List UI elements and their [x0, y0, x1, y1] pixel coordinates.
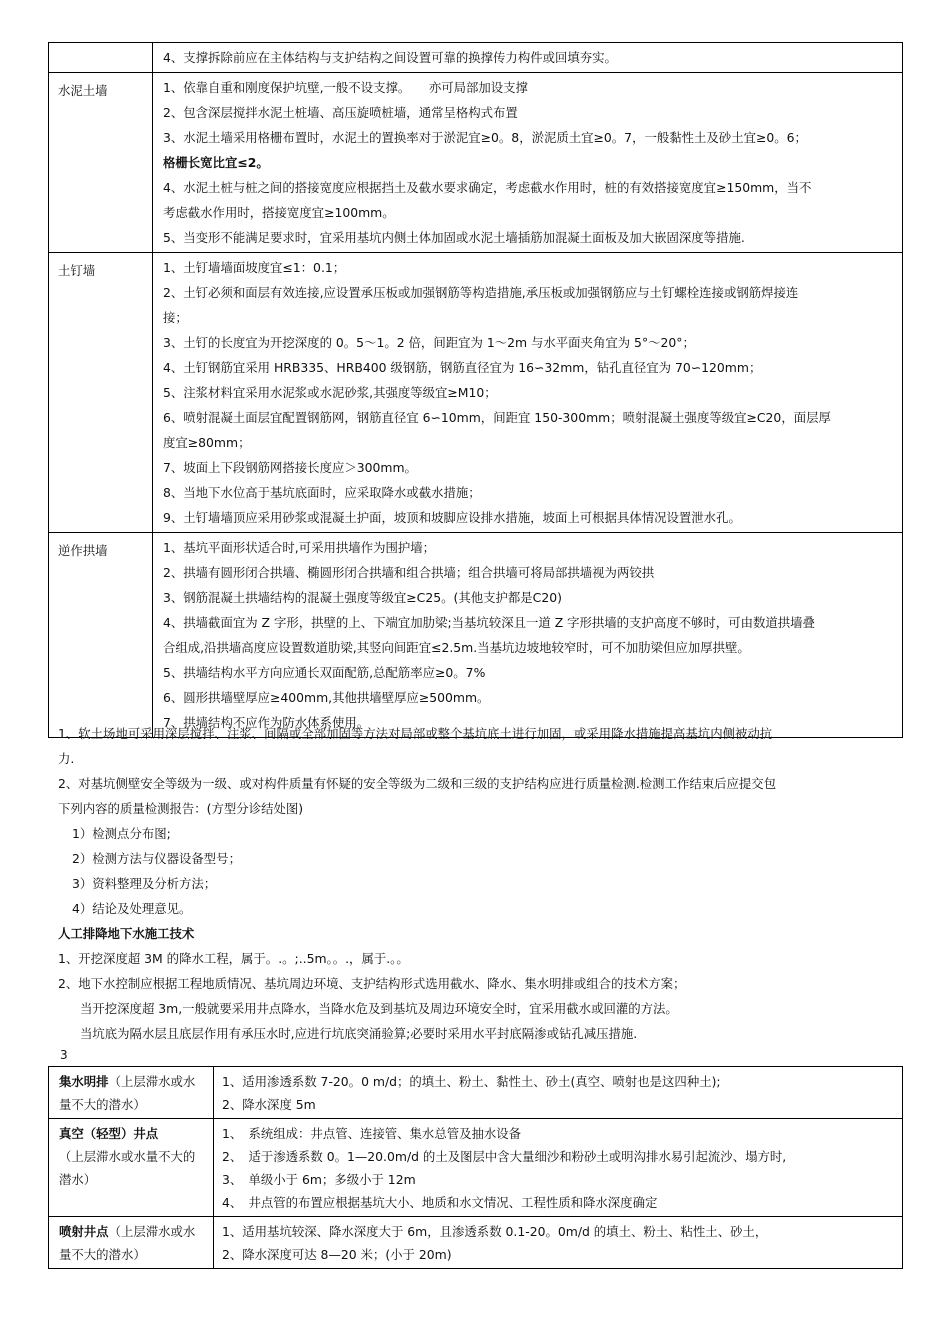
text-line: 4、水泥土桩与桩之间的搭接宽度应根据挡土及截水要求确定，考虑截水作用时，桩的有效搭接宽度宜≥150mm，当不 — [163, 180, 812, 195]
method-name: 集水明排 — [59, 1074, 109, 1089]
text-line: 合组成,沿拱墙高度应设置数道肋梁,其竖向间距宜≤2.5m.当基坑边坡地较窄时，可不加肋梁但应加厚拱壁。 — [163, 640, 750, 655]
row-heading — [49, 43, 153, 73]
text-line: 5、注浆材料宜采用水泥浆或水泥砂浆,其强度等级宜≥M10； — [163, 385, 497, 400]
text-line: 5、当变形不能满足要求时，宜采用基坑内侧土体加固或水泥土墙插筋加混凝土面板及加大嵌固深度等措施. — [163, 230, 745, 245]
text-line: 4、土钉钢筋宜采用 HRB335、HRB400 级钢筋，钢筋直径宜为 16∽32mm，钻孔直径宜为 70∽120mm； — [163, 360, 762, 375]
text-line: 1、土钉墙墙面坡度宜≤1：0.1； — [163, 260, 346, 275]
dewatering-methods-table — [48, 1066, 903, 1269]
text-line: 4、支撑拆除前应在主体结构与支护结构之间设置可靠的换撑传力构件或回填夯实。 — [163, 50, 617, 65]
method-heading — [49, 1119, 214, 1217]
text-line: 1、适用渗透系数 7-20。0 m/d；的填土、粉土、黏性土、砂土(真空、喷射也是这四种土); — [222, 1074, 721, 1089]
text-line: 2、 适于渗透系数 0。1—20.0m/d 的土及图层中含大量细沙和粉砂土或明沟排水易引起流沙、塌方时, — [222, 1149, 787, 1164]
method-content — [214, 1067, 903, 1119]
method-scope: （上层滞水或水量不大的潜水） — [59, 1224, 196, 1262]
text-line: 2、土钉必须和面层有效连接,应设置承压板或加强钢筋等构造措施,承压板或加强钢筋应与土钉螺栓连接或钢筋焊接连 — [163, 285, 799, 300]
text-line: 2、包含深层搅拌水泥土桩墙、高压旋喷桩墙，通常呈格构式布置 — [163, 105, 518, 120]
method-scope: （上层滞水或水量不大的潜水） — [59, 1074, 196, 1112]
text-line: 度宜≥80mm； — [163, 435, 251, 450]
text-line: 2、降水深度 5m — [222, 1097, 316, 1112]
note-line: 1、开挖深度超 3M 的降水工程，属于。.。;..5m。。.，属于.。。 — [58, 951, 409, 966]
text-line: 2、拱墙有圆形闭合拱墙、椭圆形闭合拱墙和组合拱墙；组合拱墙可将局部拱墙视为两铰拱 — [163, 565, 655, 580]
sub-item: 4）结论及处理意见。 — [72, 901, 192, 916]
text-line: 1、基坑平面形状适合时,可采用拱墙作为围护墙； — [163, 540, 436, 555]
method-name: 喷射井点 — [59, 1224, 109, 1239]
note-line: 1、软土场地可采用深层搅拌、注浆、间隔或全部加固等方法对局部或整个基坑底土进行加固，或采用降水措施提高基坑内侧被动抗 — [58, 726, 773, 741]
sub-item: 1）检测点分布图; — [72, 826, 171, 841]
row-heading: 水泥土墙 — [49, 73, 153, 253]
text-line: 3、钢筋混凝土拱墙结构的混凝土强度等级宜≥C25。(其他支护都是C20) — [163, 590, 562, 605]
sub-item: 3）资料整理及分析方法； — [72, 876, 217, 891]
table-row — [49, 1217, 903, 1269]
note-line: 下列内容的质量检测报告：(方型分诊结处图) — [58, 801, 304, 816]
row-heading: 逆作拱墙 — [49, 533, 153, 738]
text-line: 3、水泥土墙采用格栅布置时，水泥土的置换率对于淤泥宜≥0。8，淤泥质土宜≥0。7，一般黏性土及砂土宜≥0。6； — [163, 130, 807, 145]
table-row — [49, 253, 903, 533]
text-line: 7、拱墙结构不应作为防水体系使用。 — [163, 715, 370, 730]
text-line: 7、坡面上下段钢筋网搭接长度应＞300mm。 — [163, 460, 417, 475]
table-row — [49, 1067, 903, 1119]
text-line: 1、适用基坑较深、降水深度大于 6m，且渗透系数 0.1-20。0m/d 的填土、粉土、粘性土、砂土， — [222, 1224, 768, 1239]
method-name: 真空（轻型）井点 — [59, 1126, 159, 1141]
text-line: 6、喷射混凝土面层宜配置钢筋网，钢筋直径宜 6∽10mm，间距宜 150-300mm；喷射混凝土强度等级宜≥C20，面层厚 — [163, 410, 831, 425]
row-content — [153, 533, 903, 738]
text-line: 考虑截水作用时，搭接宽度宜≥100mm。 — [163, 205, 395, 220]
row-content — [153, 73, 903, 253]
note-line: 当坑底为隔水层且底层作用有承压水时,应进行坑底突涌验算;必要时采用水平封底隔渗或钻孔减压措施. — [80, 1026, 638, 1041]
text-line: 4、拱墙截面宜为 Z 字形，拱壁的上、下端宜加肋梁;当基坑较深且一道 Z 字形拱墙的支护高度不够时，可由数道拱墙叠 — [163, 615, 815, 630]
note-line: 当开挖深度超 3m,一般就要采用井点降水，当降水危及到基坑及周边环境安全时，宜采用截水或回灌的方法。 — [80, 1001, 678, 1016]
row-content — [153, 253, 903, 533]
support-structures-table — [48, 42, 903, 738]
method-content — [214, 1217, 903, 1269]
notes-section — [58, 721, 897, 1046]
text-line: 3、土钉的长度宜为开挖深度的 0。5～1。2 倍，间距宜为 1～2m 与水平面夹角宜为 5°～20°； — [163, 335, 695, 350]
section-title: 人工排降地下水施工技术 — [58, 926, 195, 941]
text-line: 接； — [163, 310, 188, 325]
note-line: 力. — [58, 751, 75, 766]
text-line: 9、土钉墙墙顶应采用砂浆或混凝土护面，坡顶和坡脚应设排水措施，坡面上可根据具体情况设置泄水孔。 — [163, 510, 741, 525]
method-scope: （上层滞水或水量不大的潜水） — [59, 1149, 196, 1187]
note-line: 2、地下水控制应根据工程地质情况、基坑周边环境、支护结构形式选用截水、降水、集水明排或组合的技术方案； — [58, 976, 686, 991]
table-row — [49, 1119, 903, 1217]
text-line: 4、 井点管的布置应根据基坑大小、地质和水文情况、工程性质和降水深度确定 — [222, 1195, 658, 1210]
sub-item: 2）检测方法与仪器设备型号； — [72, 851, 241, 866]
text-line: 6、圆形拱墙壁厚应≥400mm,其他拱墙壁厚应≥500mm。 — [163, 690, 490, 705]
row-heading: 土钉墙 — [49, 253, 153, 533]
table-row — [49, 73, 903, 253]
method-heading — [49, 1217, 214, 1269]
table-row — [49, 43, 903, 73]
text-line: 1、依靠自重和刚度保护坑壁,一般不设支撑。 亦可局部加设支撑 — [163, 80, 528, 95]
text-line: 格栅长宽比宜≤2。 — [163, 155, 269, 170]
text-line: 8、当地下水位高于基坑底面时，应采取降水或截水措施； — [163, 485, 481, 500]
method-heading — [49, 1067, 214, 1119]
method-content — [214, 1119, 903, 1217]
text-line: 3、 单级小于 6m；多级小于 12m — [222, 1172, 416, 1187]
row-content — [153, 43, 903, 73]
note-line: 2、对基坑侧壁安全等级为一级、或对构件质量有怀疑的安全等级为二级和三级的支护结构应进行质量检测.检测工作结束后应提交包 — [58, 776, 777, 791]
text-line: 2、降水深度可达 8—20 米；(小于 20m) — [222, 1247, 452, 1262]
table-row — [49, 533, 903, 738]
page-number: 3 — [60, 1048, 68, 1062]
text-line: 1、 系统组成：井点管、连接管、集水总管及抽水设备 — [222, 1126, 522, 1141]
text-line: 5、拱墙结构水平方向应通长双面配筋,总配筋率应≥0。7% — [163, 665, 486, 680]
